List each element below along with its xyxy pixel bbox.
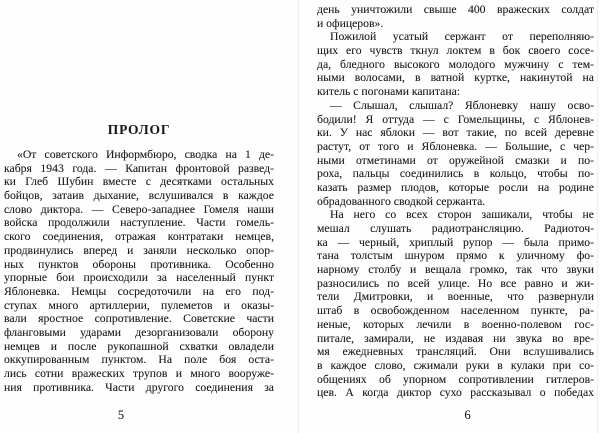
text-line: ными отметинами от оружейной смазки и по- — [317, 153, 594, 167]
text-line: слово диктора. — Северо-западнее Гомеля наши — [4, 202, 274, 216]
text-line: бодили! Я оттуда — с Гомельщины, с Яблонев- — [317, 112, 594, 126]
text-line: Пожилой усатый сержант от переполняю- — [330, 30, 594, 44]
page-right — [317, 0, 594, 433]
text-line: ных пунктов обороны противника. Особенно — [4, 257, 274, 271]
text-line: тана толстым шнуром прямо к уличному фо- — [317, 249, 594, 263]
text-line: день уничтожили свыше 400 вражеских солдат — [317, 3, 594, 16]
text-line: фланговыми ударами дезорганизовали оборону — [4, 325, 274, 339]
text-line: ского соединения, отражая контратаки немцев, — [4, 230, 274, 244]
text-line: ка — черный, хриплый рупор — была примо- — [317, 235, 594, 249]
text-line: и офицеров». — [317, 16, 384, 30]
page-right-text — [317, 3, 594, 400]
page-left-text — [4, 148, 274, 394]
text-line: да, бледного высокого молодого мужчину с тем- — [317, 57, 594, 71]
page-number-left: 5 — [117, 408, 125, 422]
page-edge-line — [597, 0, 598, 433]
text-line: ступах много артиллерии, пулеметов и оказы- — [4, 298, 274, 312]
text-line: вали яростное сопротивление. Советские части — [4, 312, 274, 326]
text-line: казать размер плодов, которые росли на родине — [317, 180, 594, 194]
text-line: ки Глеб Шубин вместе с десятками остальных — [4, 175, 274, 189]
text-line: мя ежедневных трансляций. Они вслушивались — [317, 345, 594, 359]
text-line: ными волосами, в ватной куртке, накинутой на — [317, 71, 594, 85]
page-gutter-seam — [298, 0, 299, 433]
text-line: обрадованного сводкой сержанта. — [317, 194, 486, 208]
text-line: упорные бои происходили за населенный пункт — [4, 271, 274, 285]
page-number-right: 6 — [464, 408, 471, 422]
text-line: роха, пальцы соединились в кольцо, чтобы по- — [317, 167, 594, 181]
text-line: оккупированным пунктом. На поле боя оста- — [4, 353, 274, 367]
text-line: лись сотни вражеских трупов и много вооруже- — [4, 367, 274, 380]
text-line: ки. У нас яблоки — вот такие, по всей деревне — [317, 126, 594, 140]
text-line: продвинулись вперед и заняли несколько опор- — [4, 243, 274, 257]
text-line: На него со всех сторон зашикали, чтобы не — [330, 208, 594, 222]
text-line: немцев и после рукопашной схватки овладели — [4, 339, 274, 353]
text-line: общениях об упорном сопротивлении гитлеров- — [317, 372, 594, 386]
text-line: растут, от того и Яблоневка. — Большие, с чер- — [317, 139, 594, 153]
text-line: щих его чувств ткнул локтем в бок своего сосе- — [317, 44, 594, 58]
text-line: Яблоневка. Немцы сосредоточили на его под- — [4, 284, 274, 298]
chapter-heading: ПРОЛОГ — [107, 122, 171, 137]
text-line: в каждое слово, сжимали руки в кулаки при со- — [317, 358, 594, 372]
text-line: — Слышал, слышал? Яблоневку нашу осво- — [330, 98, 594, 112]
text-line: «От советского Информбюро, сводка на 1 де- — [17, 148, 274, 161]
text-line: войска продолжили наступление. Части гомель- — [4, 216, 274, 230]
text-line: разносились по всей улице. Но все равно и жи- — [317, 276, 594, 290]
page-left — [4, 0, 274, 433]
text-line: ния противника. Части другого соединения за — [4, 380, 274, 394]
text-line: тели Дмитровки, и военные, что развернули — [317, 290, 594, 304]
text-line: кабря 1943 года. — Капитан фронтовой развед- — [4, 161, 274, 175]
text-line: неные, которых лечили в военно-полевом гос- — [317, 317, 594, 331]
text-line: мешал слушать радиотрансляцию. Радиоточ- — [317, 222, 594, 235]
text-line: штаб в освобожденном населенном пункте, ра- — [317, 304, 594, 318]
text-line: питале, замирали, не издавая ни звука во вре- — [317, 331, 594, 345]
text-line: китель с погонами капитана: — [317, 85, 461, 99]
text-line: цев. А когда диктор сухо рассказывал о победах — [317, 386, 594, 400]
text-line: нарному столбу и вещала громко, так что звуки — [317, 263, 594, 277]
text-line: бойцов, затаив дыхание, вслушивался в каждое — [4, 189, 274, 203]
